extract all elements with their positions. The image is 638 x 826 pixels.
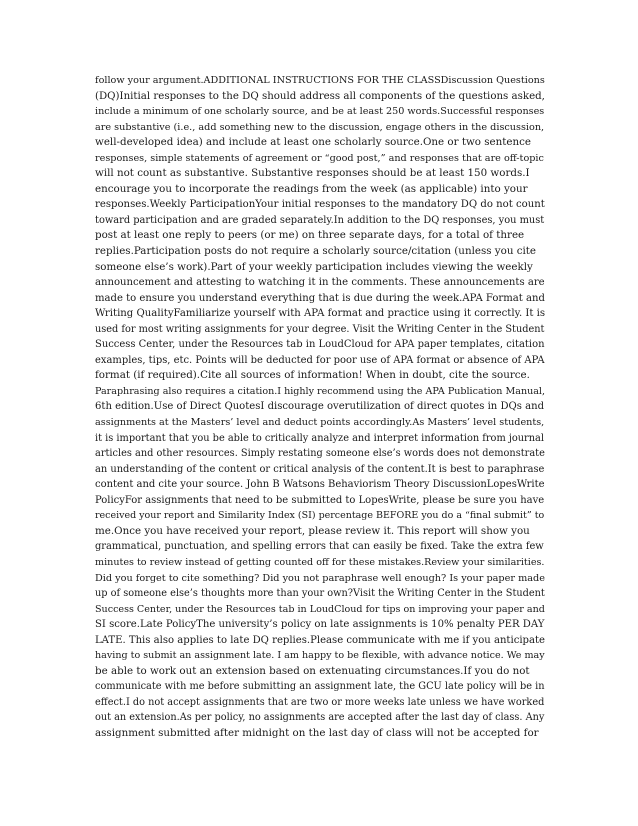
text-line: having to submit an assignment late. I am happy to be flexible, with advance notice. We may xyxy=(95,650,545,662)
text-line: LATE. This also applies to late DQ replies.Please communicate with me if you anticipate xyxy=(95,634,545,646)
text-line: format (if required).Cite all sources of information! When in doubt, cite the source. xyxy=(95,369,530,382)
text-line: post at least one reply to peers (or me) on three separate days, for a total of three xyxy=(95,229,525,242)
text-line: responses.Weekly ParticipationYour initial responses to the mandatory DQ do not count xyxy=(95,199,545,211)
body-text xyxy=(95,73,547,742)
text-line: me.Once you have received your report, please review it. This report will show you xyxy=(95,524,530,537)
text-line: minutes to review instead of getting counted off for these mistakes.Review your similarities. xyxy=(95,556,545,568)
text-line: replies.Participation posts do not require a scholarly source/citation (unless you cite xyxy=(95,245,537,258)
text-line: examples, tips, etc. Points will be deducted for poor use of APA format or absence of APA xyxy=(95,354,545,366)
text-line: well-developed idea) and include at least one scholarly source.One or two sentence xyxy=(95,136,531,149)
text-line: Success Center, under the Resources tab in LoudCloud for APA paper templates, citation xyxy=(95,339,545,351)
text-line: 6th edition.Use of Direct QuotesI discourage overutilization of direct quotes in DQs and xyxy=(95,401,545,413)
text-line: are substantive (i.e., add something new to the discussion, engage others in the discussion, xyxy=(95,121,545,133)
text-line: effect.I do not accept assignments that are two or more weeks late unless we have worked xyxy=(95,696,545,708)
text-line: communicate with me before submitting an assignment late, the GCU late policy will be in xyxy=(95,681,545,693)
text-line: used for most writing assignments for your degree. Visit the Writing Center in the Student xyxy=(95,323,545,335)
text-line: assignment submitted after midnight on the last day of class will not be accepted for xyxy=(95,726,539,739)
text-line: it is important that you be able to critically analyze and interpret information from journal xyxy=(95,432,544,444)
text-line: encourage you to incorporate the readings from the week (as applicable) into your xyxy=(95,182,528,195)
text-line: up of someone else’s thoughts more than your own?Visit the Writing Center in the Student xyxy=(95,588,545,600)
text-line: will not count as substantive. Substantive responses should be at least 150 words.I xyxy=(95,167,530,180)
text-line: Did you forget to cite something? Did you not paraphrase well enough? Is your paper made xyxy=(95,572,545,584)
text-line: Success Center, under the Resources tab in LoudCloud for tips on improving your paper and xyxy=(95,603,545,615)
text-line: toward participation and are graded separately.In addition to the DQ responses, you must xyxy=(95,214,545,226)
text-line: received your report and Similarity Index (SI) percentage BEFORE you do a “final submit” to xyxy=(95,510,545,522)
text-line: SI score.Late PolicyThe university’s policy on late assignments is 10% penalty PER DAY xyxy=(95,619,545,631)
text-line: (DQ)Initial responses to the DQ should address all components of the questions asked, xyxy=(95,90,545,102)
text-line: include a minimum of one scholarly source, and be at least 250 words.Successful responses xyxy=(95,106,545,118)
text-line: made to ensure you understand everything that is due during the week.APA Format and xyxy=(95,292,545,304)
text-line: out an extension.As per policy, no assignments are accepted after the last day of class. Any xyxy=(95,712,545,724)
text-line: articles and other resources. Simply restating someone else’s words does not demonstrate xyxy=(95,448,545,460)
text-line: assignments at the Masters’ level and deduct points accordingly.As Masters’ level students, xyxy=(95,417,545,429)
text-line: grammatical, punctuation, and spelling errors that can easily be fixed. Take the extra few xyxy=(95,541,544,553)
text-line: an understanding of the content or critical analysis of the content.It is best to paraphrase xyxy=(95,463,545,475)
text-line: Paraphrasing also requires a citation.I highly recommend using the APA Publication Manual, xyxy=(95,385,546,397)
text-line: content and cite your source. John B Watsons Behaviorism Theory DiscussionLopesWrite xyxy=(95,479,545,491)
text-line: someone else’s work).Part of your weekly participation includes viewing the weekly xyxy=(95,260,533,273)
text-line: announcement and attesting to watching it in the comments. These announcements are xyxy=(95,277,545,289)
text-line: be able to work out an extension based on extenuating circumstances.If you do not xyxy=(95,664,530,677)
text-line: PolicyFor assignments that need to be submitted to LopesWrite, please be sure you have xyxy=(95,494,545,506)
text-line: responses, simple statements of agreement or “good post,” and responses that are off-topic xyxy=(95,152,544,164)
text-line: follow your argument.ADDITIONAL INSTRUCTIONS FOR THE CLASSDiscussion Questions xyxy=(95,75,545,86)
text-line: Writing QualityFamiliarize yourself with APA format and practice using it correctly. It is xyxy=(95,308,546,320)
